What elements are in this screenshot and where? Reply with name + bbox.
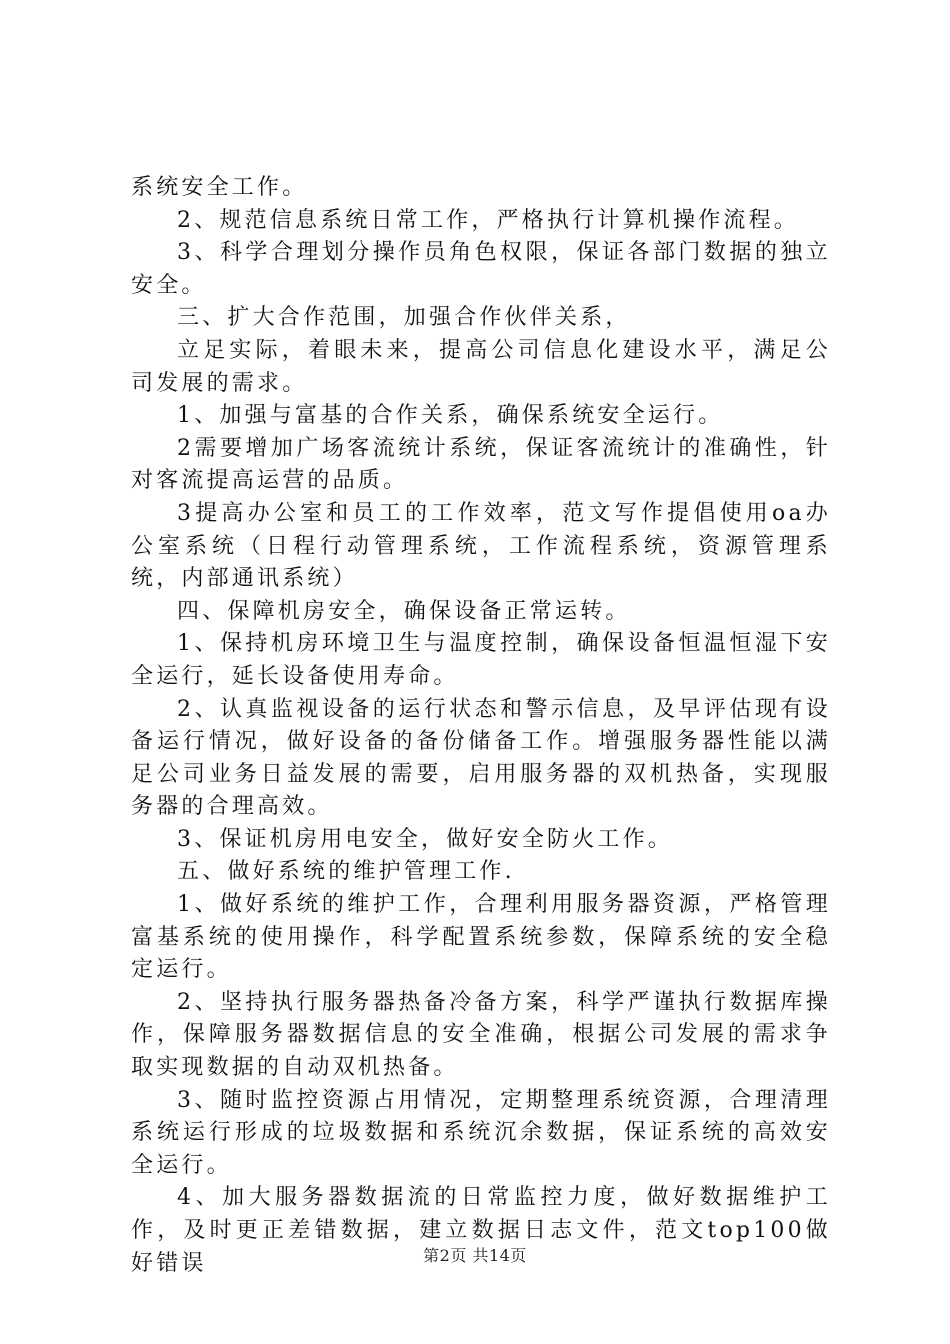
page-footer: 第2页 共14页: [423, 1246, 527, 1265]
paragraph: 2、坚持执行服务器热备冷备方案，科学严谨执行数据库操作，保障服务器数据信息的安全准确，根据公司发展的需求争取实现数据的自动双机热备。: [131, 989, 831, 1081]
paragraph: 1、做好系统的维护工作，合理利用服务器资源，严格管理富基系统的使用操作，科学配置系统参数，保障系统的安全稳定运行。: [131, 892, 831, 983]
paragraph: 3、科学合理划分操作员角色权限，保证各部门数据的独立安全。: [131, 240, 831, 298]
paragraph: 1、加强与富基的合作关系，确保系统安全运行。: [177, 403, 724, 429]
paragraph: 3、随时监控资源占用情况，定期整理系统资源，合理清理系统运行形成的垃圾数据和系统沉余数据，保证系统的高效安全运行。: [131, 1087, 831, 1178]
section-heading: 三、扩大合作范围，加强合作伙伴关系，: [177, 305, 631, 331]
paragraph: 2、规范信息系统日常工作，严格执行计算机操作流程。: [177, 207, 799, 233]
section-heading: 五、做好系统的维护管理工作.: [177, 859, 515, 885]
paragraph: 3、保证机房用电安全，做好安全防火工作。: [177, 826, 673, 852]
section-heading: 四、保障机房安全，确保设备正常运转。: [177, 598, 631, 624]
paragraph: 3提高办公室和员工的工作效率，范文写作提倡使用oa办公室系统（日程行动管理系统，工作流程系统，资源管理系统，内部通讯系统）: [131, 500, 831, 592]
paragraph: 立足实际，着眼未来，提高公司信息化建设水平，满足公司发展的需求。: [131, 337, 831, 396]
paragraph: 4、加大服务器数据流的日常监控力度，做好数据维护工作，及时更正差错数据，建立数据日志文件，范文top100做好错误: [131, 1185, 831, 1276]
paragraph: 2、认真监视设备的运行状态和警示信息，及早评估现有设备运行情况，做好设备的备份储备工作。增强服务器性能以满足公司业务日益发展的需要，启用服务器的双机热备，实现服务器的合理高效。: [131, 696, 831, 820]
paragraph: 系统安全工作。: [131, 175, 308, 200]
paragraph: 2需要增加广场客流统计系统，保证客流统计的准确性，针对客流提高运营的品质。: [131, 435, 831, 494]
paragraph: 1、保持机房环境卫生与温度控制，确保设备恒温恒湿下安全运行，延长设备使用寿命。: [131, 631, 831, 689]
document-body: [131, 172, 831, 1280]
